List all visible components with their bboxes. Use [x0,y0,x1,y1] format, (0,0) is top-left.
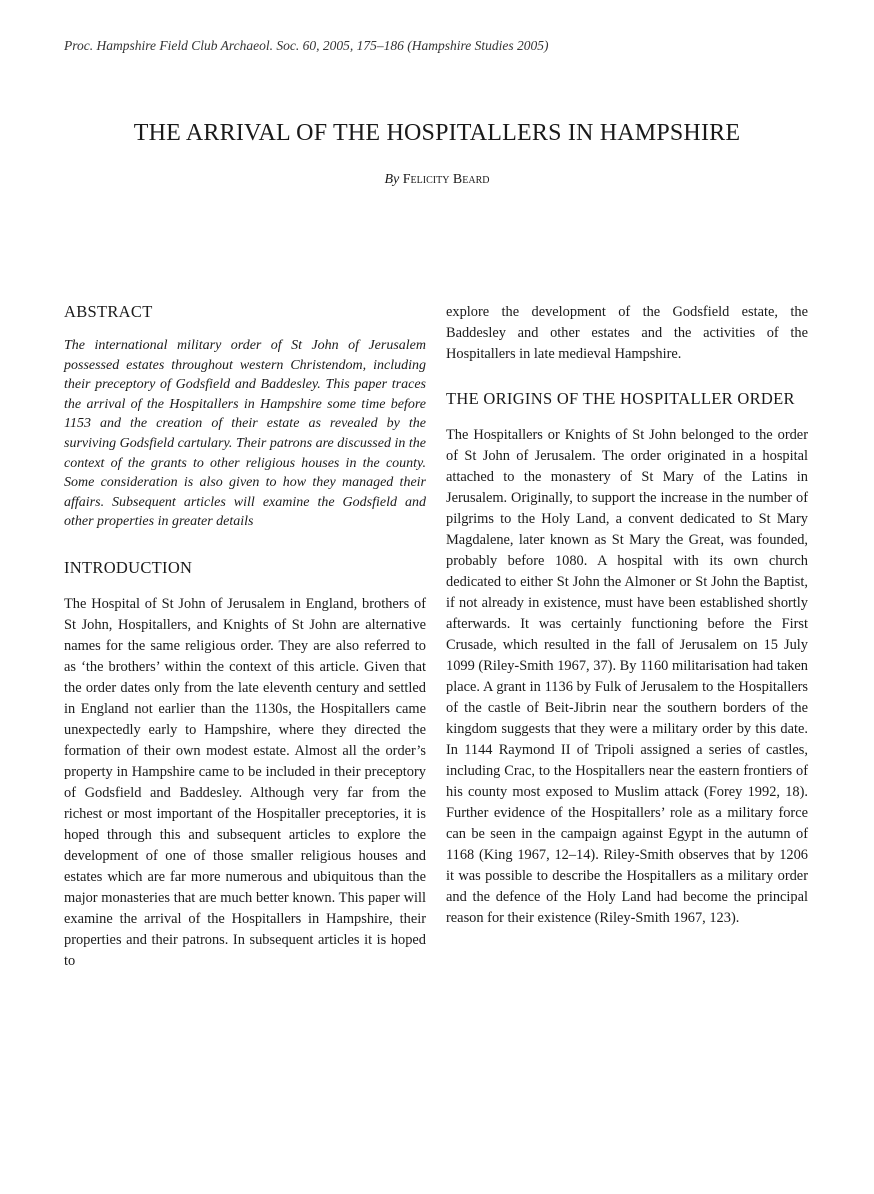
running-head: Proc. Hampshire Field Club Archaeol. Soc. 60, 2005, 175–186 (Hampshire Studies 2005) [64,38,549,53]
article-title: THE ARRIVAL OF THE HOSPITALLERS IN HAMPSHIRE [133,120,741,147]
origins-text: The Hospitallers or Knights of St John belonged to the order of St John of Jerusalem. The order originated in a hospital attached to the monastery of St Mary of the Latins in Jerusalem. Originally, to support the increase in the number of pilgrims to the Holy Land, a convent dedicated to St Mary Magdalene, later known as St Mary the Great, was founded, probably before 1080. A hospital with its own church dedicated to either St John the Almoner or St John the Baptist, if not already in existence, must have been established shortly afterwards. It was certainly functioning before the First Crusade, which resulted in the fall of Jerusalem on 15 July 1099 (Riley-Smith 1967, 37). By 1160 militarisation had taken place. A grant in 1136 by Fulk of Jerusalem to the Hospitallers of the castle of Beit-Jibrin near the southern borders of the kingdom suggests that they were a military order by this date. In 1144 Raymond II of Tripoli assigned a series of castles, including Crac, to the Hospitallers near the eastern frontiers of his county most exposed to Muslim attack (Forey 1992, 18). Further evidence of the Hospitallers’ role as a military force can be seen in the campaign against Egypt in the autumn of 1168 (King 1967, 12–14). Riley-Smith observes that by 1206 it was possible to describe the Hospitallers as a military order and the defence of the Holy Land had become the principal reason for their existence (Riley-Smith 1967, 123). [446,427,808,926]
introduction-text: The Hospital of St John of Jerusalem in England, brothers of St John, Hospitallers, and Knights of St John are alternative names for the same religious order. They are also referred to as ‘the brothers’ within the context of this article. Given that the order dates only from the late eleventh century and settled in England not earlier than the 1130s, the Hospitallers came unexpectedly early to Hampshire, where they directed the formation of their own modest estate. Almost all the order’s property in Hampshire came to be included in their preceptory of Godsfield and Baddesley. Although very far from the richest or most important of the Hospitaller preceptories, it is hoped through this and subsequent articles to explore the development of one of those smaller religious houses and estates which are far more numerous and ubiquitous than the major monasteries that are much better known. This paper will examine the arrival of the Hospitallers in Hampshire, their properties and their patrons. In subsequent articles it is hoped to [64,595,426,969]
introduction-heading: INTRODUCTION [64,557,193,577]
origins-heading: THE ORIGINS OF THE HOSPITALLER ORDER [446,389,795,408]
abstract-heading: ABSTRACT [64,302,153,321]
abstract-text: The international military order of St John of Jerusalem possessed estates throughout western Christendom, including their preceptory of Godsfield and Baddesley. This paper traces the arrival of the Hospitallers in Hampshire some time before 1153 and the creation of their estate as revealed by the surviving Godsfield cartulary. Their patrons are discussed in the context of the grants to other religious houses in the county. Some consideration is also given to how they managed their affairs. Subsequent articles will examine the Godsfield and other properties in greater details [64,338,426,530]
byline-by: By [384,172,400,187]
right-column [446,302,808,929]
byline [0,172,874,188]
left-column [64,302,426,972]
author-name: Felicity Beard [402,172,490,187]
introduction-continuation: explore the development of the Godsfield estate, the Baddesley and other estates and the activities of the Hospitallers in late medieval Hampshire. [446,304,808,362]
